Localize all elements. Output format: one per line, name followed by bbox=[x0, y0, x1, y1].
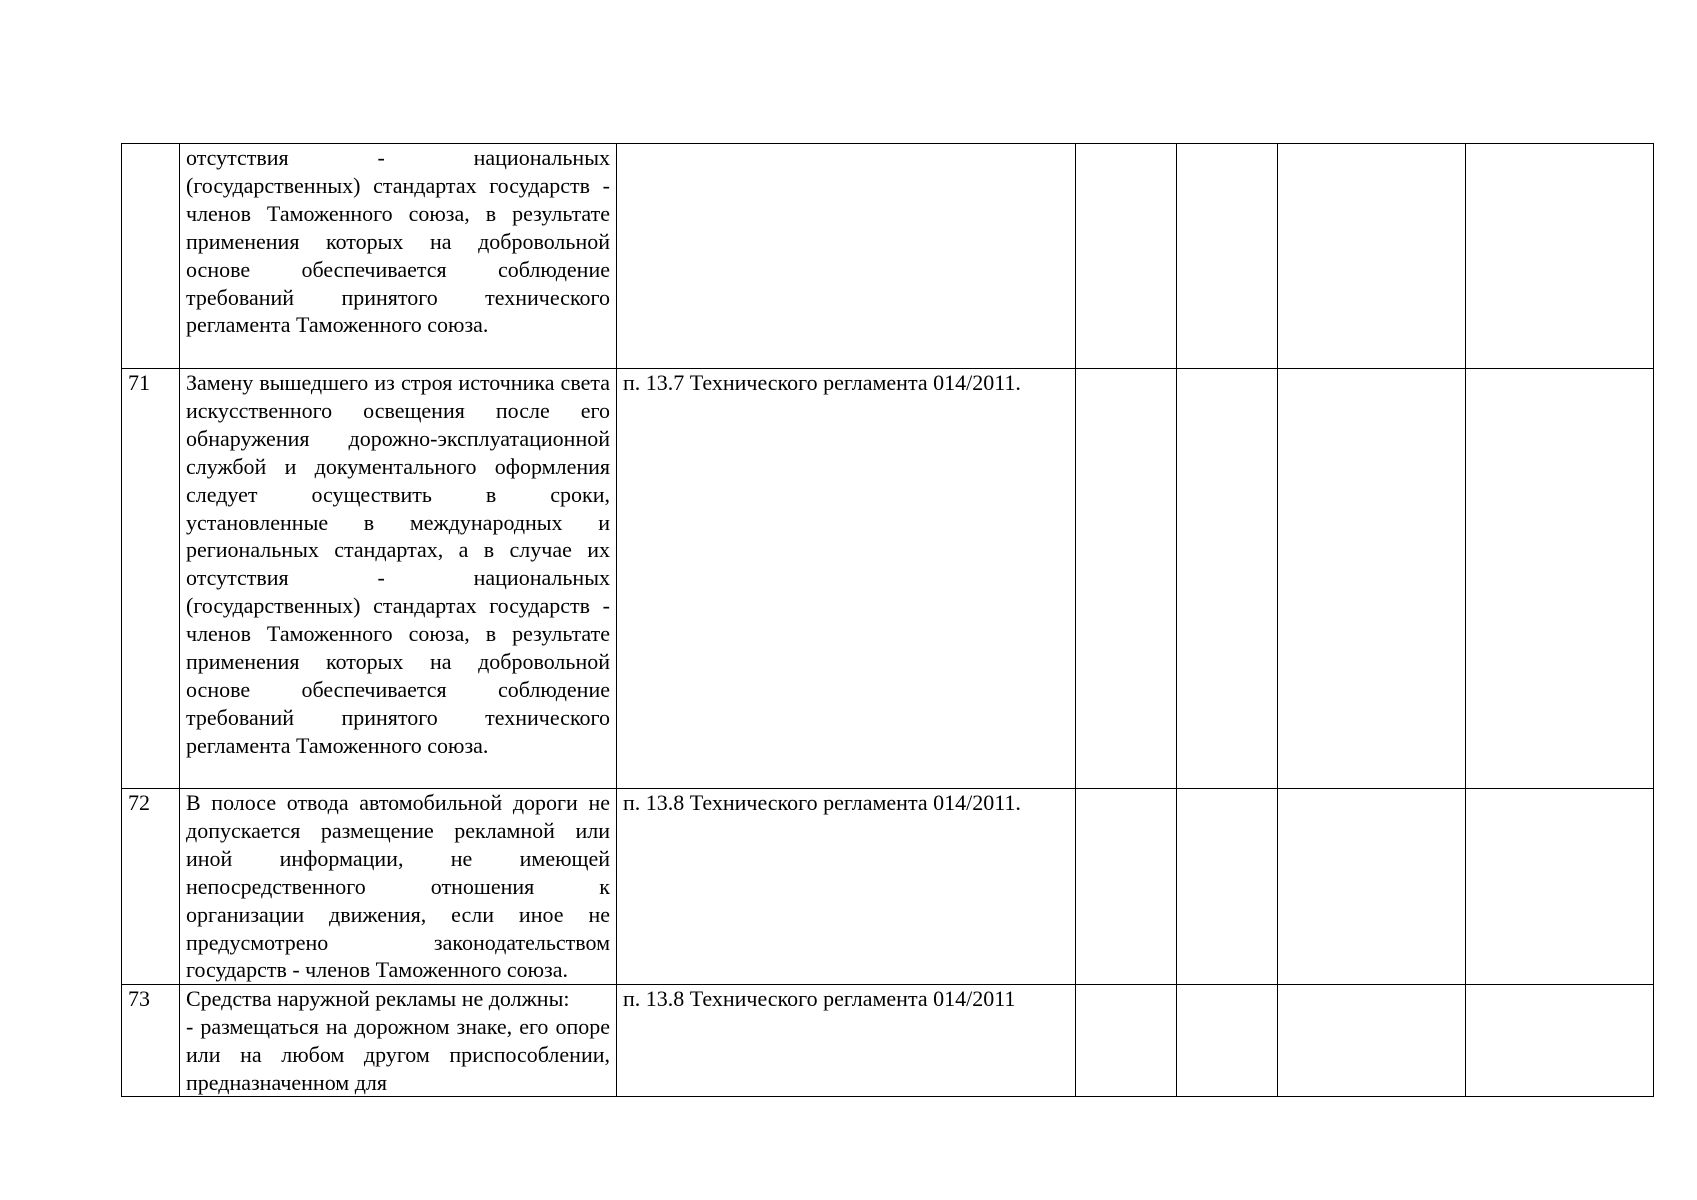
reference-cell bbox=[617, 144, 1076, 369]
table-row bbox=[122, 144, 1654, 369]
empty-cell bbox=[1466, 789, 1654, 985]
row-number: 71 bbox=[128, 370, 150, 395]
requirement-cell bbox=[180, 985, 617, 1097]
row-number: 73 bbox=[128, 986, 150, 1012]
table-row bbox=[122, 789, 1654, 985]
row-number-cell bbox=[122, 985, 180, 1097]
empty-cell bbox=[1177, 369, 1278, 789]
reference-text: п. 13.8 Технического регламента 014/2011 bbox=[623, 986, 1016, 1012]
empty-cell bbox=[1278, 144, 1466, 369]
reference-cell bbox=[617, 369, 1076, 789]
requirements-table bbox=[121, 143, 1654, 1097]
row-number-cell bbox=[122, 789, 180, 985]
empty-cell bbox=[1076, 369, 1177, 789]
row-number: 72 bbox=[128, 790, 150, 815]
reference-cell bbox=[617, 789, 1076, 985]
empty-cell bbox=[1177, 789, 1278, 985]
table-row bbox=[122, 985, 1654, 1097]
requirement-cell bbox=[180, 144, 617, 369]
empty-cell bbox=[1466, 144, 1654, 369]
requirement-cell bbox=[180, 369, 617, 789]
empty-cell bbox=[1278, 789, 1466, 985]
reference-text: п. 13.7 Технического регламента 014/2011. bbox=[623, 370, 1021, 395]
row-number-cell bbox=[122, 144, 180, 369]
requirement-text: отсутствия - национальных (государственных) стандартах государств - членов Таможенного союза, в результате применения которых на добровольной основе обеспечивается соблюдение требований принятого технического регламента Таможенного союза. bbox=[186, 145, 610, 338]
requirement-text: Средства наружной рекламы не должны: - размещаться на дорожном знаке, его опоре или на любом другом приспособлении, предназначенном для bbox=[186, 986, 610, 1096]
empty-cell bbox=[1466, 985, 1654, 1097]
requirement-cell bbox=[180, 789, 617, 985]
reference-text: п. 13.8 Технического регламента 014/2011. bbox=[623, 790, 1021, 815]
empty-cell bbox=[1177, 144, 1278, 369]
empty-cell bbox=[1278, 985, 1466, 1097]
table-row bbox=[122, 369, 1654, 789]
row-number-cell bbox=[122, 369, 180, 789]
empty-cell bbox=[1278, 369, 1466, 789]
empty-cell bbox=[1466, 369, 1654, 789]
empty-cell bbox=[1076, 985, 1177, 1097]
empty-cell bbox=[1076, 789, 1177, 985]
empty-cell bbox=[1076, 144, 1177, 369]
requirement-text: В полосе отвода автомобильной дороги не допускается размещение рекламной или иной информации, не имеющей непосредственного отношения к организации движения, если иное не предусмотрено законодательством государств - членов Таможенного союза. bbox=[186, 790, 610, 983]
requirement-text: Замену вышедшего из строя источника света искусственного освещения после его обнаружения дорожно-эксплуатационной службой и документального оформления следует осуществить в сроки, установленные в международных и региональных стандартах, а в случае их отсутствия - национальных (государственных) стандартах государств - членов Таможенного союза, в результате применения которых на добровольной основе обеспечивается соблюдение требований принятого технического регламента Таможенного союза. bbox=[186, 370, 610, 758]
reference-cell bbox=[617, 985, 1076, 1097]
requirement-clip bbox=[186, 985, 610, 1096]
empty-cell bbox=[1177, 985, 1278, 1097]
